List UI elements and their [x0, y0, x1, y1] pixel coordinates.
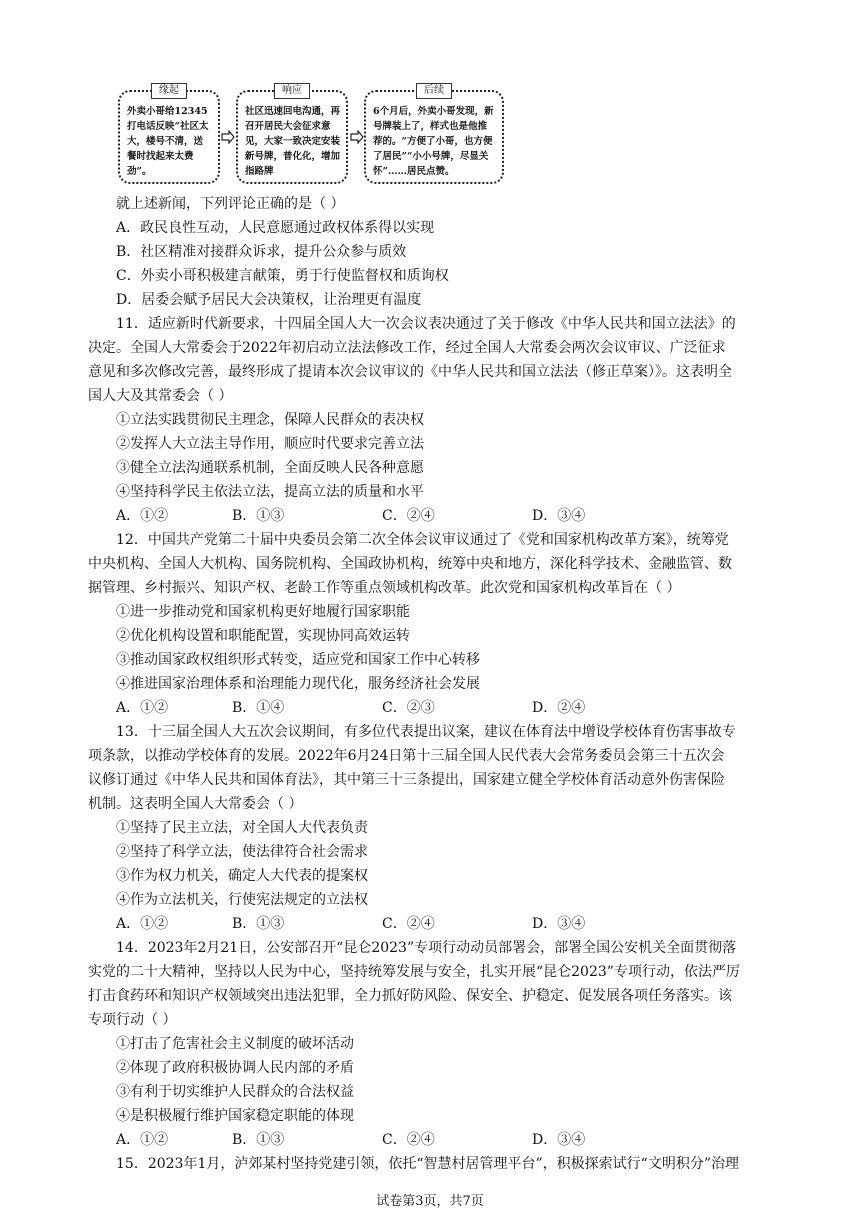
question-line: 决定。全国人大常委会于2022年初启动立法法修改工作，经过全国人大常委会两次会议审议、广泛征求 — [88, 340, 726, 356]
statement-item: ①打击了危害社会主义制度的破坏活动 — [116, 1036, 354, 1052]
question-line: 项条款，以推动学校体育的发展。2022年6月24日第十三届全国人民代表大会常务委员会第三十五次会 — [88, 748, 725, 764]
option-a: A．政民良性互动，人民意愿通过政权体系得以实现 — [116, 220, 435, 236]
flow-box-tag: 响应 — [274, 83, 310, 99]
choice-b: B．①④ — [232, 700, 285, 716]
option-d: D．居委会赋予居民大会决策权，让治理更有温度 — [116, 292, 422, 308]
page-footer: 试卷第3页，共7页 — [376, 1194, 484, 1209]
statement-item: ④是积极履行维护国家稳定职能的体现 — [116, 1108, 354, 1124]
statement-item: ②体现了政府积极协调人民内部的矛盾 — [116, 1060, 354, 1076]
choice-a: A．①② — [116, 1132, 169, 1148]
arrow-right-icon — [221, 130, 235, 144]
statement-item: ④坚持科学民主依法立法，提高立法的质量和水平 — [116, 484, 424, 500]
question-line: 专项行动（ ） — [88, 1012, 177, 1028]
choice-c: C．②④ — [382, 916, 435, 932]
statement-item: ①立法实践贯彻民主理念，保障人民群众的表决权 — [116, 412, 424, 428]
choice-d: D．③④ — [532, 508, 586, 524]
question-line: 14．2023年2月21日，公安部召开“昆仑2023”专项行动动员部署会，部署全国公安机关全面贯彻落 — [116, 940, 737, 956]
arrow-right-icon — [350, 130, 364, 144]
question-line: 意见和多次修改完善，最终形成了提请本次会议审议的《中华人民共和国立法法（修正草案）》。这表明全 — [88, 364, 732, 380]
option-c: C．外卖小哥积极建言献策，勇于行使监督权和质询权 — [116, 268, 449, 284]
question-line: 11．适应新时代新要求，十四届全国人大一次会议表决通过了关于修改《中华人民共和国立法法》的 — [116, 316, 736, 332]
statement-item: ②优化机构设置和职能配置，实现协同高效运转 — [116, 628, 410, 644]
question-line: 国人大及其常委会（ ） — [88, 388, 233, 404]
question-line: 据管理、乡村振兴、知识产权、老龄工作等重点领域机构改革。此次党和国家机构改革旨在（ ） — [88, 580, 681, 596]
choice-b: B．①③ — [232, 508, 285, 524]
question-stem: 就上述新闻，下列评论正确的是（ ） — [116, 196, 345, 212]
choice-d: D．③④ — [532, 1132, 586, 1148]
choice-c: C．②④ — [382, 508, 435, 524]
flow-box-text: 6个月后，外卖小哥发现，新号牌装上了，样式也是他推荐的。“方便了小哥，也方便了居民”“小小号牌，尽显关怀”……居民点赞。 — [373, 106, 494, 177]
question-line: 议修订通过《中华人民共和国体育法》，其中第三十三条提出，国家建立健全学校体育活动意外伤害保险 — [88, 772, 725, 788]
question-line: 13．十三届全国人大五次会议期间，有多位代表提出议案，建议在体育法中增设学校体育伤害事故专 — [116, 724, 736, 740]
statement-item: ②发挥人大立法主导作用，顺应时代要求完善立法 — [116, 436, 424, 452]
statement-item: ①进一步推动党和国家机构更好地履行国家职能 — [116, 604, 410, 620]
question-line: 实党的二十大精神，坚持以人民为中心，坚持统筹发展与安全，扎实开展“昆仑2023”专项行动，依法严厉 — [88, 964, 740, 980]
flow-box-followup — [364, 85, 504, 184]
choice-c: C．②③ — [382, 700, 435, 716]
flow-box-tag: 后续 — [416, 83, 452, 99]
choice-d: D．②④ — [532, 700, 586, 716]
choice-a: A．①② — [116, 508, 169, 524]
statement-item: ④作为立法机关，行使宪法规定的立法权 — [116, 892, 368, 908]
question-line: 中央机构、全国人大机构、国务院机构、全国政协机构，统筹中央和地方，深化科学技术、金融监管、数 — [88, 556, 732, 572]
choice-d: D．③④ — [532, 916, 586, 932]
question-line: 打击食药环和知识产权领域突出违法犯罪，全力抓好防风险、保安全、护稳定、促发展各项任务落实。该 — [88, 988, 732, 1004]
question-line: 15．2023年1月，泸郊某村坚持党建引领，依托“智慧村居管理平台”，积极探索试行“文明积分”治理 — [116, 1156, 739, 1172]
choice-b: B．①③ — [232, 916, 285, 932]
choice-b: B．①③ — [232, 1132, 285, 1148]
statement-item: ③作为权力机关，确定人大代表的提案权 — [116, 868, 368, 884]
flow-box-tag: 缘起 — [151, 83, 187, 99]
news-flow-diagram — [114, 86, 506, 190]
statement-item: ③推动国家政权组织形式转变，适应党和国家工作中心转移 — [116, 652, 480, 668]
choice-a: A．①② — [116, 700, 169, 716]
question-line: 机制。这表明全国人大常委会（ ） — [88, 796, 303, 812]
statement-item: ③有利于切实维护人民群众的合法权益 — [116, 1084, 354, 1100]
statement-item: ①坚持了民主立法，对全国人大代表负责 — [116, 820, 368, 836]
flow-box-response — [236, 85, 348, 184]
statement-item: ④推进国家治理体系和治理能力现代化，服务经济社会发展 — [116, 676, 480, 692]
choice-a: A．①② — [116, 916, 169, 932]
statement-item: ③健全立法沟通联系机制，全面反映人民各种意愿 — [116, 460, 424, 476]
question-line: 12．中国共产党第二十届中央委员会第二次全体会议审议通过了《党和国家机构改革方案》，统筹党 — [116, 532, 729, 548]
flow-box-text: 社区迅速回电沟通，再召开居民大会征求意见，大家一致决定安装新号牌，普化化，增加指路牌 — [245, 106, 341, 177]
choice-c: C．②④ — [382, 1132, 435, 1148]
statement-item: ②坚持了科学立法，使法律符合社会需求 — [116, 844, 368, 860]
flow-box-text: 外卖小哥给12345打电话反映“社区太大，楼号不清，送餐时找起来太费劲”。 — [127, 106, 209, 177]
flow-box-origin — [118, 85, 220, 184]
option-b: B．社区精准对接群众诉求，提升公众参与质效 — [116, 244, 407, 260]
